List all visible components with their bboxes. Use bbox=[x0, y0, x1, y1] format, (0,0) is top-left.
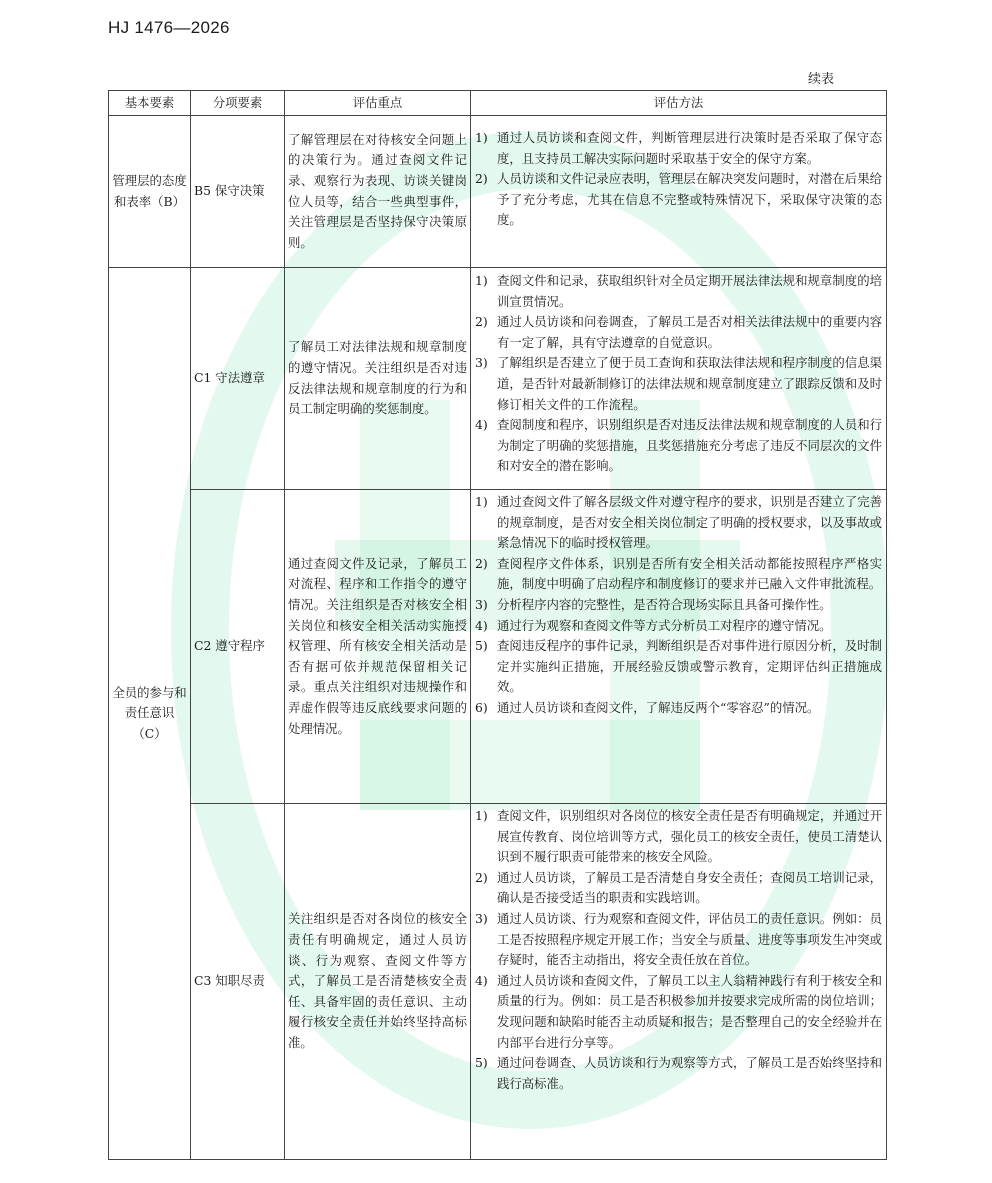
item-text: 通过人员访谈和查阅文件，了解员工以主人翁精神践行有利于核安全和质量的行为。例如：员工是否积极参加并按要求完成所需的岗位培训；发现问题和缺陷时能否主动质疑和报告；是否整理自己的安全经验并在内部平台进行分享等。 bbox=[497, 972, 882, 1050]
item-text: 查阅程序文件体系，识别是否所有安全相关活动都能按照程序严格实施，制度中明确了启动程序和制度修订的要求并已融入文件审批流程。 bbox=[497, 555, 882, 592]
method-item bbox=[471, 169, 886, 231]
item-number: 1) bbox=[475, 808, 488, 823]
table-row bbox=[109, 116, 887, 268]
header-assessment-method: 评估方法 bbox=[471, 91, 887, 116]
method-cell bbox=[471, 268, 887, 490]
table-row bbox=[109, 490, 887, 804]
method-item bbox=[471, 868, 886, 909]
method-item bbox=[471, 1053, 886, 1094]
method-cell bbox=[471, 490, 887, 804]
item-text: 通过人员访谈和查阅文件，判断管理层进行决策时是否采取了保守态度，且支持员工解决实际问题时采取基于安全的保守方案。 bbox=[497, 130, 882, 166]
method-cell bbox=[471, 804, 887, 1160]
assessment-table bbox=[108, 90, 887, 1160]
focus-cell: 了解管理层在对待核安全问题上的决策行为。通过查阅文件记录、观察行为表现、访谈关键岗位人员等，结合一些典型事件，关注管理层是否坚持保守决策原则。 bbox=[285, 116, 471, 268]
sub-element-cell: B5 保守决策 bbox=[191, 116, 285, 268]
item-text: 查阅文件，识别组织对各岗位的核安全责任是否有明确规定，并通过开展宣传教育、岗位培训等方式，强化员工的核安全责任，使员工清楚认识到不履行职责可能带来的核安全风险。 bbox=[497, 808, 882, 865]
method-item bbox=[471, 271, 886, 312]
document-code: HJ 1476—2026 bbox=[108, 18, 230, 37]
focus-cell: 通过查阅文件及记录，了解员工对流程、程序和工作指令的遵守情况。关注组织是否对核安全相关岗位和核安全相关活动实施授权管理、所有核安全相关活动是否有据可依并规范保留相关记录。重点关注组织对违规操作和弄虚作假等违反底线要求问题的处理情况。 bbox=[285, 490, 471, 804]
item-text: 查阅制度和程序，识别组织是否对违反法律法规和规章制度的人员和行为制定了明确的奖惩措施，且奖惩措施充分考虑了违反不同层次的文件和对安全的潜在影响。 bbox=[497, 417, 882, 474]
sub-element-cell: C2 遵守程序 bbox=[191, 490, 285, 804]
item-number: 2) bbox=[475, 555, 488, 571]
sub-element-cell: C3 知职尽责 bbox=[191, 804, 285, 1160]
item-number: 5) bbox=[475, 1055, 488, 1071]
item-text: 通过问卷调查、人员访谈和行为观察等方式，了解员工是否始终坚持和践行高标准。 bbox=[497, 1055, 882, 1091]
table-row bbox=[109, 804, 887, 1160]
item-number: 3) bbox=[475, 910, 488, 926]
method-item bbox=[471, 554, 886, 595]
item-text: 了解组织是否建立了便于员工查询和获取法律法规和程序制度的信息渠道，是否针对最新制修订的法律法规和规章制度建立了跟踪反馈和及时修订相关文件的工作流程。 bbox=[497, 355, 882, 412]
basic-element-cell: 管理层的态度和表率（B） bbox=[109, 116, 191, 268]
focus-cell: 了解员工对法律法规和规章制度的遵守情况。关注组织是否对违反法律法规和规章制度的行为和员工制定明确的奖惩制度。 bbox=[285, 268, 471, 490]
method-item bbox=[471, 636, 886, 698]
method-item bbox=[471, 971, 886, 1053]
item-text: 人员访谈和文件记录应表明，管理层在解决突发问题时，对潜在后果给予了充分考虑，尤其在信息不完整或特殊情况下，采取保守决策的态度。 bbox=[497, 171, 882, 228]
basic-element-cell: 全员的参与和责任意识（C） bbox=[109, 268, 191, 1160]
method-cell bbox=[471, 116, 887, 268]
method-item bbox=[471, 312, 886, 353]
item-text: 查阅违反程序的事件记录，判断组织是否对事件进行原因分析，及时制定并实施纠正措施，开展经验反馈或警示教育，定期评估纠正措施成效。 bbox=[497, 638, 882, 695]
item-text: 通过查阅文件了解各层级文件对遵守程序的要求，识别是否建立了完善的规章制度，是否对安全相关岗位制定了明确的授权要求，以及事故或紧急情况下的临时授权管理。 bbox=[497, 494, 882, 551]
method-item bbox=[471, 595, 886, 616]
method-item bbox=[471, 616, 886, 637]
header-basic-element: 基本要素 bbox=[109, 91, 191, 116]
item-text: 通过人员访谈和问卷调查，了解员工是否对相关法律法规中的重要内容有一定了解，具有守法遵章的自觉意识。 bbox=[497, 314, 882, 350]
item-number: 1) bbox=[475, 130, 488, 145]
item-text: 通过人员访谈、行为观察和查阅文件，评估员工的责任意识。例如：员工是否按照程序规定开展工作；当安全与质量、进度等事项发生冲突或存疑时，能否主动指出，将安全责任放在首位。 bbox=[497, 910, 882, 968]
method-item bbox=[471, 909, 886, 971]
item-number: 2) bbox=[475, 869, 488, 885]
item-number: 5) bbox=[475, 638, 488, 654]
header-sub-element: 分项要素 bbox=[191, 91, 285, 116]
method-item bbox=[471, 353, 886, 415]
item-number: 4) bbox=[475, 972, 488, 988]
item-text: 通过行为观察和查阅文件等方式分析员工对程序的遵守情况。 bbox=[497, 617, 832, 633]
item-number: 4) bbox=[475, 617, 488, 633]
method-item bbox=[471, 698, 886, 719]
header-assessment-focus: 评估重点 bbox=[285, 91, 471, 116]
item-number: 1) bbox=[475, 494, 488, 509]
method-item bbox=[471, 128, 886, 169]
table-header-row bbox=[109, 91, 887, 116]
item-number: 2) bbox=[475, 171, 488, 187]
sub-element-cell: C1 守法遵章 bbox=[191, 268, 285, 490]
focus-cell: 关注组织是否对各岗位的核安全责任有明确规定，通过人员访谈、行为观察、查阅文件等方式，了解员工是否清楚核安全责任、具备牢固的责任意识、主动履行核安全责任并始终坚持高标准。 bbox=[285, 804, 471, 1160]
item-number: 3) bbox=[475, 355, 488, 371]
table-row bbox=[109, 268, 887, 490]
item-number: 3) bbox=[475, 596, 488, 612]
method-item bbox=[471, 492, 886, 554]
item-text: 分析程序内容的完整性，是否符合现场实际且具备可操作性。 bbox=[497, 596, 832, 612]
continued-label: 续表 bbox=[808, 72, 835, 87]
item-text: 通过人员访谈，了解员工是否清楚自身安全责任；查阅员工培训记录，确认是否接受适当的职责和实践培训。 bbox=[497, 869, 882, 906]
method-item bbox=[471, 415, 886, 477]
item-number: 6) bbox=[475, 699, 488, 715]
method-item bbox=[471, 806, 886, 868]
item-number: 4) bbox=[475, 417, 488, 433]
item-text: 通过人员访谈和查阅文件，了解违反两个“零容忍”的情况。 bbox=[497, 699, 820, 715]
item-text: 查阅文件和记录，获取组织针对全员定期开展法律法规和规章制度的培训宣贯情况。 bbox=[497, 273, 882, 309]
item-number: 1) bbox=[475, 273, 488, 288]
item-number: 2) bbox=[475, 314, 488, 330]
